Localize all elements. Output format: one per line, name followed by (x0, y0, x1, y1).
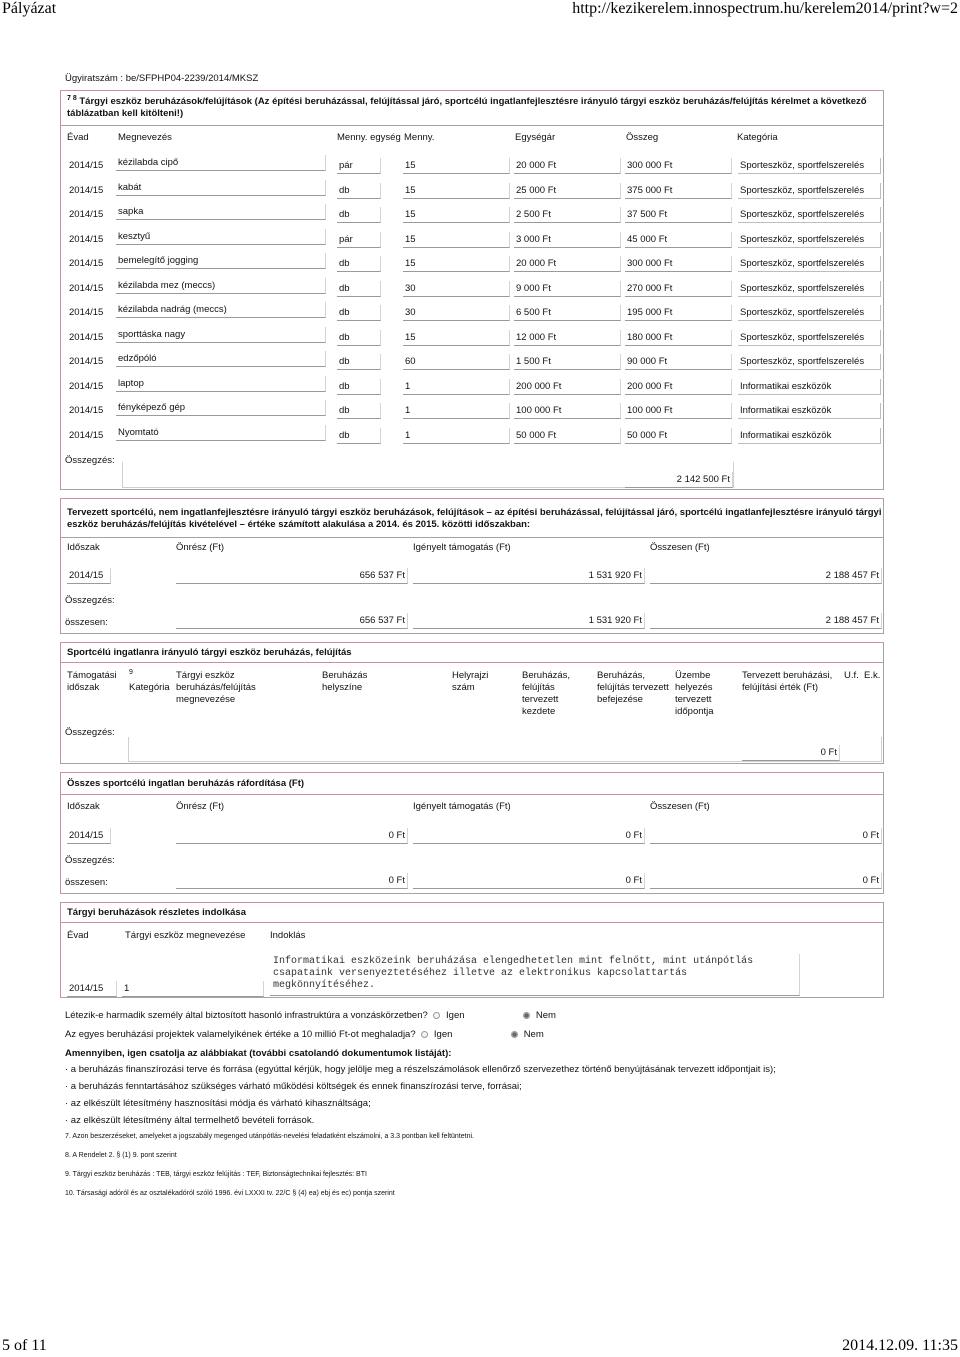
header-category: Kategória (737, 132, 778, 143)
season-cell: 2014/15 (69, 209, 104, 220)
footnote: 9. Tárgyi eszköz beruházás : TEB, tárgyi eszköz felújítás : TEF, Biztonságtechnikai fejlesztés: BTI (65, 1171, 367, 1178)
quantity-cell[interactable]: 30 (403, 305, 510, 321)
summary-label: Összegzés: (65, 455, 115, 466)
unit-price-cell[interactable]: 9 000 Ft (514, 281, 621, 297)
unit-cell[interactable]: db (337, 183, 381, 199)
amount-cell[interactable]: 37 500 Ft (625, 207, 732, 223)
radio-yes-label: Igen (433, 1029, 453, 1040)
justification-title: Tárgyi beruházások részletes indolkása (67, 907, 246, 918)
season-cell: 2014/15 (69, 405, 104, 416)
season-cell: 2014/15 (69, 258, 104, 269)
own-share-cell[interactable]: 0 Ft (176, 828, 408, 844)
header-total: Összesen (Ft) (650, 801, 710, 812)
unit-price-cell[interactable]: 6 500 Ft (514, 305, 621, 321)
season-cell: 2014/15 (69, 307, 104, 318)
unit-price-cell[interactable]: 12 000 Ft (514, 330, 621, 346)
header-category: $^9$ Kategória (129, 669, 170, 694)
unit-price-cell[interactable]: 200 000 Ft (514, 379, 621, 395)
unit-cell[interactable]: db (337, 281, 381, 297)
category-cell[interactable]: Sporteszköz, sportfelszerelés (738, 305, 881, 321)
case-number: Ügyiratszám : be/SFPHP04-2239/2014/MKSZ (65, 73, 259, 84)
item-name-cell[interactable]: laptop (116, 376, 326, 392)
header-name: Megnevezés (118, 132, 172, 143)
season-cell: 2014/15 (69, 429, 104, 441)
category-cell[interactable]: Sporteszköz, sportfelszerelés (738, 256, 881, 272)
unit-price-cell[interactable]: 20 000 Ft (514, 158, 621, 174)
amount-cell[interactable]: 300 000 Ft (625, 256, 732, 272)
header-season: Évad (67, 132, 89, 143)
unit-cell[interactable]: db (337, 305, 381, 321)
category-cell[interactable]: Informatikai eszközök (738, 403, 881, 419)
header-season: Évad (67, 930, 89, 941)
header-support-period: Támogatási időszak (67, 670, 117, 693)
unit-cell[interactable]: pár (337, 158, 381, 174)
amount-cell[interactable]: 195 000 Ft (625, 305, 732, 321)
amount-cell[interactable]: 50 000 Ft (625, 428, 732, 444)
season-cell: 2014/15 (69, 380, 104, 392)
season-cell: 2014/15 (69, 331, 104, 343)
radio-no-label: Nem (535, 1010, 556, 1021)
item-name-cell[interactable]: kézilabda cipő (116, 155, 326, 171)
quantity-cell[interactable]: 1 (403, 403, 510, 419)
season-cell: 2014/15 (69, 356, 104, 367)
attachment-item: · az elkészült létesítmény hasznosítási módja és várható kihasználtsága; (65, 1098, 371, 1109)
category-cell[interactable]: Sporteszköz, sportfelszerelés (738, 232, 881, 248)
requested-support-cell[interactable]: 1 531 920 Ft (413, 568, 645, 584)
unit-cell[interactable]: db (337, 379, 381, 395)
header-own-share: Önrész (Ft) (176, 542, 225, 553)
period-value-title-cont: eszköz beruházás/felújítás kivételével – értéke számított alakulása a 2014. és 2015. közötti időszakban: (67, 519, 531, 530)
header-amount: Összeg (626, 132, 659, 143)
amount-cell[interactable]: 300 000 Ft (625, 158, 732, 174)
item-name-cell[interactable]: edzőpóló (116, 351, 326, 367)
item-name-cell[interactable]: fényképező gép (116, 400, 326, 416)
quantity-cell[interactable]: 15 (403, 256, 510, 272)
header-justification: Indoklás (270, 930, 306, 941)
quantity-cell[interactable]: 1 (403, 379, 510, 395)
attachment-item: · az elkészült létesítmény által termelhető bevételi források. (65, 1115, 315, 1126)
unit-price-cell[interactable]: 25 000 Ft (514, 183, 621, 199)
category-cell[interactable]: Informatikai eszközök (738, 379, 881, 395)
divider (60, 794, 884, 795)
attachments-title: Amennyiben, igen csatolja az alábbiakat (további csatolandó dokumentumok listáját): (65, 1048, 452, 1059)
real-estate-cost-title: Összes sportcélú ingatlan beruházás ráfordítása (Ft) (67, 778, 305, 789)
header-asset-name: Tárgyi eszköz megnevezése (125, 930, 246, 941)
justification-textarea[interactable] (270, 954, 800, 996)
real-estate-total[interactable]: 0 Ft (742, 745, 840, 761)
header-start-date: Beruházás, felújítás tervezett kezdete (522, 670, 571, 717)
header-period: Időszak (67, 542, 100, 553)
print-datetime: 2014.12.09. 11:35 (842, 1337, 958, 1354)
unit-cell[interactable]: db (337, 330, 381, 346)
season-cell: 2014/15 (69, 233, 104, 245)
season-cell: 2014/15 (69, 282, 104, 294)
grand-total-label: összesen: (65, 617, 108, 628)
quantity-cell[interactable]: 1 (403, 428, 510, 444)
own-share-total[interactable]: 0 Ft (176, 873, 408, 889)
category-cell[interactable]: Sporteszköz, sportfelszerelés (738, 207, 881, 223)
period-cell[interactable]: 2014/15 (67, 828, 111, 844)
category-cell[interactable]: Sporteszköz, sportfelszerelés (738, 330, 881, 346)
item-name-cell[interactable]: bemelegítő jogging (116, 253, 326, 269)
category-cell[interactable]: Sporteszköz, sportfelszerelés (738, 281, 881, 297)
grand-total[interactable]: 2 188 457 Ft (650, 613, 882, 629)
justification-line: Informatikai eszközeink beruházása elengedhetetlen mint felnőtt, mint utánpótlás (273, 956, 754, 967)
amount-cell[interactable]: 100 000 Ft (625, 403, 732, 419)
unit-cell[interactable]: db (337, 207, 381, 223)
season-cell: 2014/15 (69, 160, 104, 171)
unit-cell[interactable]: pár (337, 232, 381, 248)
header-period: Időszak (67, 801, 100, 812)
period-value-title: Tervezett sportcélú, nem ingatlanfejlesztésre irányuló tárgyi eszköz beruházások, felújítások – az építési beruházással, felújítással járó, sportcélú ingatlanfejlesztésre irányuló tárgyi (67, 507, 882, 518)
amount-cell[interactable]: 200 000 Ft (625, 379, 732, 395)
header-commissioning-date: Üzembe helyezés tervezett időpontja (675, 670, 714, 717)
unit-price-cell[interactable]: 50 000 Ft (514, 428, 621, 444)
category-cell[interactable]: Sporteszköz, sportfelszerelés (738, 354, 881, 370)
asset-name-cell[interactable]: 1 (122, 981, 264, 997)
quantity-cell[interactable]: 15 (403, 232, 510, 248)
question-over-10m: Az egyes beruházási projektek valamelyikének értéke a 10 millió Ft-ot meghaladja? Igen Nem (65, 1029, 544, 1040)
unit-cell[interactable]: db (337, 354, 381, 370)
header-asset-name: Tárgyi eszköz beruházás/felújítás megnevezése (176, 670, 256, 705)
divider (60, 125, 884, 126)
justification-line: megkönnyítéséhez. (273, 980, 376, 991)
summary-label: Összegzés: (65, 855, 115, 866)
item-name-cell[interactable]: kézilabda nadrág (meccs) (116, 302, 326, 318)
real-estate-title: Sportcélú ingatlanra irányuló tárgyi eszköz beruházás, felújítás (67, 647, 352, 658)
equipment-section-title-cont: táblázatban kell kitölteni!) (67, 108, 184, 119)
header-unit: Menny. egység (337, 132, 401, 143)
justification-line: csapataink versenyeztetéséhez illetve az elektronikus kapcsolattartás (273, 968, 688, 979)
own-share-cell[interactable]: 656 537 Ft (176, 568, 408, 584)
quantity-cell[interactable]: 15 (403, 158, 510, 174)
header-planned-value: Tervezett beruházási, felújítási érték (Ft) (742, 670, 833, 693)
amount-cell[interactable]: 375 000 Ft (625, 183, 732, 199)
page-title: Pályázat (2, 0, 57, 17)
header-end-date: Beruházás, felújítás tervezett befejezése (597, 670, 669, 705)
own-share-total[interactable]: 656 537 Ft (176, 613, 408, 629)
quantity-cell[interactable]: 15 (403, 183, 510, 199)
total-cell[interactable]: 0 Ft (650, 828, 882, 844)
radio-yes[interactable] (433, 1012, 440, 1019)
period-cell[interactable]: 2014/15 (67, 568, 111, 584)
unit-price-cell[interactable]: 100 000 Ft (514, 403, 621, 419)
unit-cell[interactable]: db (337, 256, 381, 272)
quantity-cell[interactable]: 15 (403, 207, 510, 223)
header-requested-support: Igényelt támogatás (Ft) (413, 801, 511, 812)
page-url: http://kezikerelem.innospectrum.hu/kerelem2014/print?w=2 (572, 0, 958, 17)
header-unit-price: Egységár (515, 132, 556, 143)
requested-support-total[interactable]: 1 531 920 Ft (413, 613, 645, 629)
amount-cell[interactable]: 270 000 Ft (625, 281, 732, 297)
unit-price-cell[interactable]: 20 000 Ft (514, 256, 621, 272)
footnote: 8. A Rendelet 2. § (1) 9. pont szerint (65, 1152, 177, 1159)
item-name-cell[interactable]: sporttáska nagy (116, 327, 326, 343)
item-name-cell[interactable]: Nyomtató (116, 425, 326, 441)
item-name-cell[interactable]: kabát (116, 180, 326, 196)
radio-no[interactable] (511, 1031, 518, 1038)
radio-yes[interactable] (421, 1031, 428, 1038)
quantity-cell[interactable]: 60 (403, 354, 510, 370)
item-name-cell[interactable]: kesztyű (116, 229, 326, 245)
unit-cell[interactable]: db (337, 403, 381, 419)
divider (60, 922, 884, 923)
footnote: 10. Társasági adóról és az osztalékadóról szóló 1996. évi LXXXI tv. 22/C § (4) ea) ebj és ec) pontja szerint (65, 1190, 395, 1197)
requested-support-cell[interactable]: 0 Ft (413, 828, 645, 844)
item-name-cell[interactable]: kézilabda mez (meccs) (116, 278, 326, 294)
header-uf: U.f. (844, 670, 859, 681)
grand-total-label: összesen: (65, 877, 108, 888)
footnote: 7. Azon beszerzéseket, amelyeket a jogszabály megenged utánpótlás-nevelési feladatként elszámolni, a 3.3 pontban kell feltüntetni. (65, 1133, 474, 1140)
radio-no[interactable] (523, 1012, 530, 1019)
equipment-total[interactable]: 2 142 500 Ft (625, 472, 733, 488)
grand-total[interactable]: 0 Ft (650, 873, 882, 889)
category-cell[interactable]: Informatikai eszközök (738, 428, 881, 444)
unit-price-cell[interactable]: 3 000 Ft (514, 232, 621, 248)
divider (60, 537, 884, 538)
item-name-cell[interactable]: sapka (116, 204, 326, 220)
unit-cell[interactable]: db (337, 428, 381, 444)
attachment-item: · a beruházás finanszírozási terve és forrása (egyúttal kérjük, hogy jelölje meg a részelszámolások ellenőrző szervezethez történő benyújtásának tervezett időpontjait is); (65, 1064, 776, 1075)
header-ek: E.k. (864, 670, 881, 681)
season-cell[interactable]: 2014/15 (67, 981, 117, 997)
header-own-share: Önrész (Ft) (176, 801, 225, 812)
quantity-cell[interactable]: 30 (403, 281, 510, 297)
amount-cell[interactable]: 90 000 Ft (625, 354, 732, 370)
season-cell: 2014/15 (69, 184, 104, 196)
radio-no-label: Nem (523, 1029, 544, 1040)
amount-cell[interactable]: 180 000 Ft (625, 330, 732, 346)
question-third-party: Létezik-e harmadik személy által biztosított hasonló infrastruktúra a vonzáskörzetben? Igen Nem (65, 1010, 556, 1021)
divider (60, 662, 884, 663)
quantity-cell[interactable]: 15 (403, 330, 510, 346)
page-number: 5 of 11 (2, 1337, 47, 1354)
total-cell[interactable]: 2 188 457 Ft (650, 568, 882, 584)
header-qty: Menny. (404, 132, 435, 143)
unit-price-cell[interactable]: 2 500 Ft (514, 207, 621, 223)
summary-label: Összegzés: (65, 595, 115, 606)
header-total: Összesen (Ft) (650, 542, 710, 553)
equipment-section-title: $^{7 8}$ Tárgyi eszköz beruházások/felújítások (Az építési beruházással, felújítással járó, sportcélú ingatlanfejlesztésre irányuló tárgyi eszköz beruházás/felújítás kérelmet a következő (67, 95, 867, 108)
unit-price-cell[interactable]: 1 500 Ft (514, 354, 621, 370)
attachment-item: · a beruházás fenntartásához szükséges várható működési költségek és ennek finanszírozási terve, forrásai; (65, 1081, 522, 1092)
header-requested-support: Igényelt támogatás (Ft) (413, 542, 511, 553)
category-cell[interactable]: Sporteszköz, sportfelszerelés (738, 183, 881, 199)
radio-yes-label: Igen (446, 1010, 465, 1021)
amount-cell[interactable]: 45 000 Ft (625, 232, 732, 248)
category-cell[interactable]: Sporteszköz, sportfelszerelés (738, 158, 881, 174)
summary-label: Összegzés: (65, 727, 115, 738)
requested-support-total[interactable]: 0 Ft (413, 873, 645, 889)
header-lot-number: Helyrajzi szám (452, 670, 489, 693)
header-location: Beruházás helyszíne (322, 670, 368, 693)
